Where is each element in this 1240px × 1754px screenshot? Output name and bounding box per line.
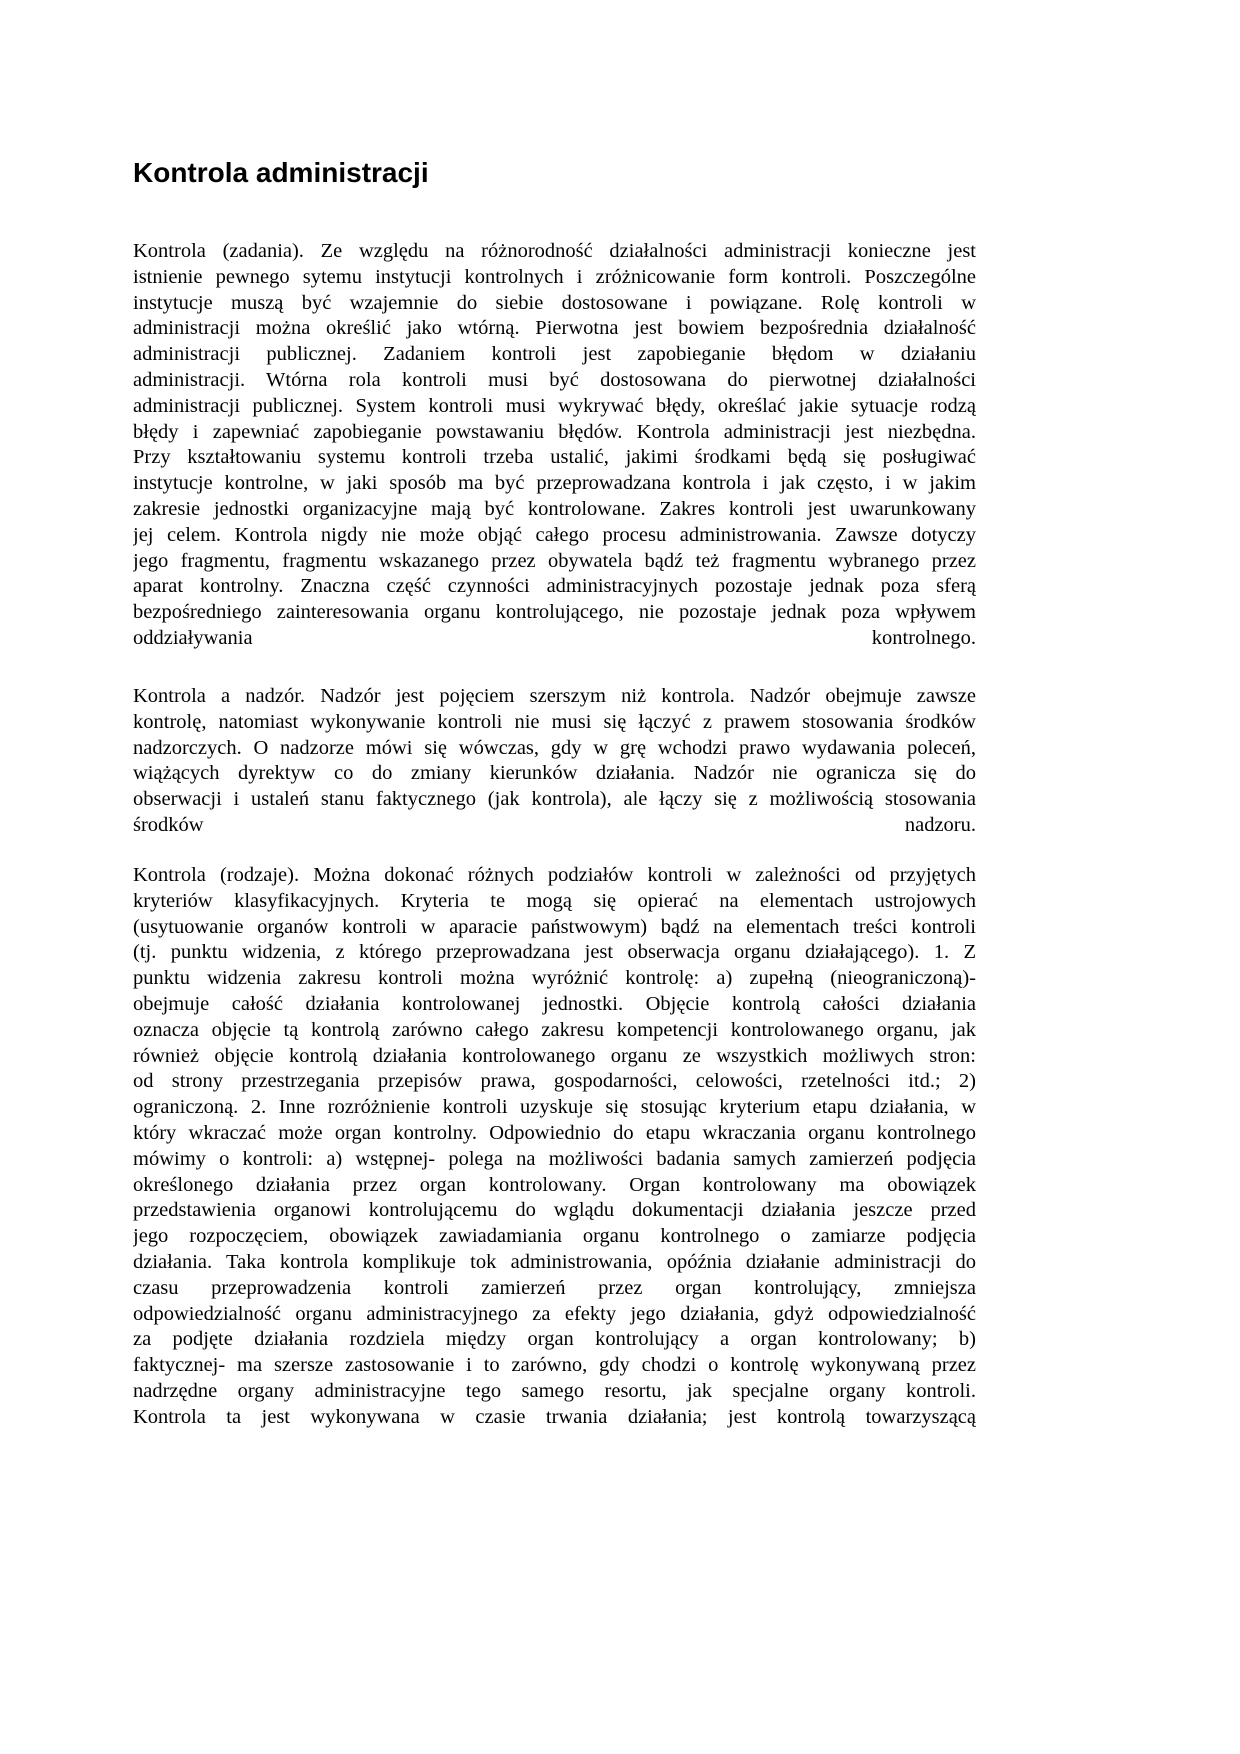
- text-line: aparat kontrolny. Znaczna część czynności administracyjnych pozostaje jednak poza sferą: [133, 575, 976, 598]
- text-line: istnienie pewnego sytemu instytucji kontrolnych i zróżnicowanie form kontroli. Poszczególne: [133, 265, 976, 288]
- text-line: odpowiedzialność organu administracyjnego za efekty jego działania, gdyż odpowiedzialność: [133, 1302, 976, 1325]
- text-line: oznacza objęcie tą kontrolą zarówno całego zakresu kompetencji kontrolowanego organu, jak: [133, 1018, 976, 1041]
- text-line: kryteriów klasyfikacyjnych. Kryteria te mogą się opierać na elementach ustrojowych: [133, 889, 976, 912]
- text-line: (usytuowanie organów kontroli w aparacie państwowym) bądź na elementach treści kontroli: [133, 915, 976, 938]
- text-line: Kontrola (zadania). Ze względu na różnorodność działalności administracji konieczne jest: [133, 240, 976, 262]
- text-line: obserwacji i ustaleń stanu faktycznego (jak kontrola), ale łączy się z możliwością stosowania: [133, 788, 976, 811]
- paragraph-rodzaje: [133, 863, 976, 1431]
- text-line: jego rozpoczęciem, obowiązek zawiadamiania organu kontrolnego o zamiarze podjęcia: [133, 1225, 976, 1248]
- text-line: przedstawienia organowi kontrolującemu do wglądu dokumentacji działania jeszcze przed: [133, 1199, 976, 1222]
- text-line: wiążących dyrektyw co do zmiany kierunków działania. Nadzór nie ogranicza się do: [133, 762, 976, 785]
- text-line: Kontrola (rodzaje). Można dokonać różnych podziałów kontroli w zależności od przyjętych: [133, 864, 976, 886]
- text-line: mówimy o kontroli: a) wstępnej- polega na możliwości badania samych zamierzeń podjęcia: [133, 1147, 976, 1170]
- text-line: administracji można określić jako wtórną. Pierwotna jest bowiem bezpośrednia działalność: [133, 317, 976, 340]
- text-line: od strony przestrzegania przepisów prawa, gospodarności, celowości, rzetelności itd.; 2): [133, 1070, 976, 1093]
- text-line: czasu przeprowadzenia kontroli zamierzeń przez organ kontrolujący, zmniejsza: [133, 1276, 976, 1299]
- text-line: administracji. Wtórna rola kontroli musi być dostosowana do pierwotnej działalności: [133, 368, 976, 391]
- text-line: za podjęte działania rozdziela między organ kontrolujący a organ kontrolowany; b): [133, 1328, 976, 1351]
- text-line: oddziaływania kontrolnego.: [133, 626, 976, 649]
- text-line: również objęcie kontrolą działania kontrolowanego organu ze wszystkich możliwych stron:: [133, 1044, 976, 1067]
- text-line: kontrolę, natomiast wykonywanie kontroli nie musi się łączyć z prawem stosowania środków: [133, 710, 976, 733]
- text-line: administracji publicznej. System kontroli musi wykrywać błędy, określać jakie sytuacje rodzą: [133, 394, 976, 417]
- text-line: Przy kształtowaniu systemu kontroli trzeba ustalić, jakimi środkami będą się posługiwać: [133, 446, 976, 469]
- text-line: ograniczoną. 2. Inne rozróżnienie kontroli uzyskuje się stosując kryterium etapu działania, w: [133, 1096, 976, 1119]
- paragraph-nadzor: [133, 684, 976, 839]
- text-line: instytucje kontrolne, w jaki sposób ma być przeprowadzana kontrola i jak często, i w jakim: [133, 472, 976, 495]
- text-line: jej celem. Kontrola nigdy nie może objąć całego procesu administrowania. Zawsze dotyczy: [133, 523, 976, 546]
- text-line: Kontrola a nadzór. Nadzór jest pojęciem szerszym niż kontrola. Nadzór obejmuje zawsze: [133, 685, 976, 707]
- text-line: środków nadzoru.: [133, 813, 976, 836]
- text-line: działania. Taka kontrola komplikuje tok administrowania, opóźnia działanie administracji do: [133, 1250, 976, 1273]
- text-line: instytucje muszą być wzajemnie do siebie dostosowane i powiązane. Rolę kontroli w: [133, 291, 976, 314]
- text-line: nadzorczych. O nadzorze mówi się wówczas, gdy w grę wchodzi prawo wydawania poleceń,: [133, 736, 976, 759]
- text-line: administracji publicznej. Zadaniem kontroli jest zapobieganie błędom w działaniu: [133, 343, 976, 366]
- text-line: Kontrola ta jest wykonywana w czasie trwania działania; jest kontrolą towarzyszącą: [133, 1405, 976, 1428]
- text-line: zakresie jednostki organizacyjne mają być kontrolowane. Zakres kontroli jest uwarunkowany: [133, 497, 976, 520]
- text-line: nadrzędne organy administracyjne tego samego resortu, jak specjalne organy kontroli.: [133, 1379, 976, 1402]
- text-line: który wkraczać może organ kontrolny. Odpowiednio do etapu wkraczania organu kontrolnego: [133, 1121, 976, 1144]
- text-line: faktycznej- ma szersze zastosowanie i to zarówno, gdy chodzi o kontrolę wykonywaną przez: [133, 1354, 976, 1377]
- text-line: określonego działania przez organ kontrolowany. Organ kontrolowany ma obowiązek: [133, 1173, 976, 1196]
- text-line: (tj. punktu widzenia, z którego przeprowadzana jest obserwacja organu działającego). 1. Z: [133, 941, 976, 964]
- text-line: jego fragmentu, fragmentu wskazanego przez obywatela bądź też fragmentu wybranego przez: [133, 549, 976, 572]
- text-line: punktu widzenia zakresu kontroli można wyróżnić kontrolę: a) zupełną (nieograniczoną)-: [133, 967, 976, 990]
- text-line: bezpośredniego zainteresowania organu kontrolującego, nie pozostaje jednak poza wpływem: [133, 601, 976, 624]
- text-line: błędy i zapewniać zapobieganie powstawaniu błędów. Kontrola administracji jest niezbędna.: [133, 420, 976, 443]
- text-line: obejmuje całość działania kontrolowanej jednostki. Objęcie kontrolą całości działania: [133, 992, 976, 1015]
- paragraph-zadania: [133, 239, 976, 652]
- document-title: Kontrola administracji: [133, 157, 429, 188]
